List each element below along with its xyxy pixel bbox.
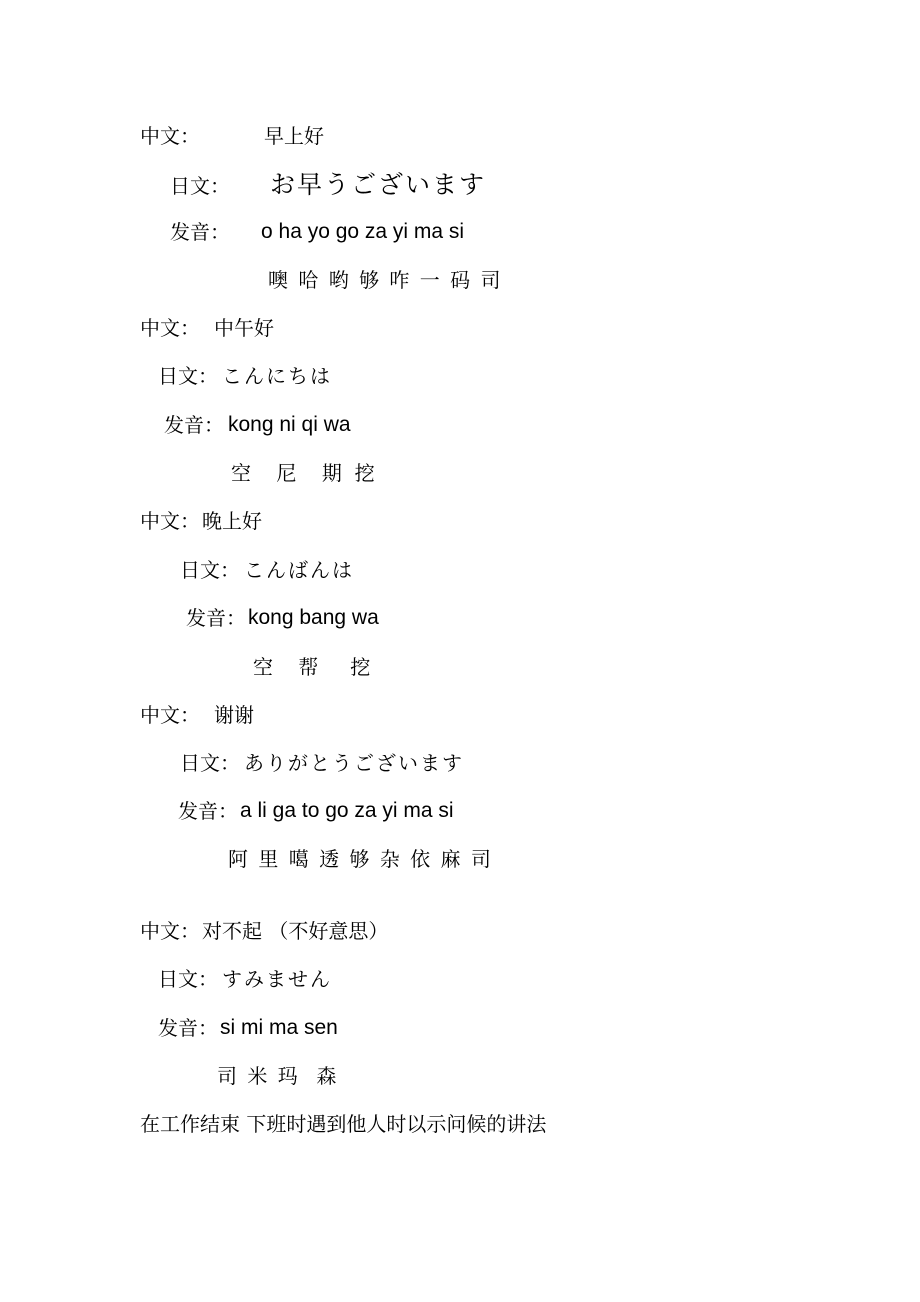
usage-note: 在工作结束 下班时遇到他人时以示问候的讲法: [140, 1112, 547, 1136]
romanization: o ha yo go za yi ma si: [261, 220, 465, 243]
japanese-label: 日文：: [180, 558, 240, 582]
japanese-phrase: こんにちは: [222, 364, 332, 388]
pronunciation-label: 发音：: [158, 1016, 218, 1040]
japanese-phrase: お早うございます: [270, 170, 487, 199]
japanese-phrase: すみません: [222, 967, 332, 991]
pronunciation-label: 发音：: [164, 413, 224, 437]
chinese-homophone: 噢 哈 哟 够 咋 一 码 司: [268, 268, 503, 292]
chinese-homophone: 空 帮 挖: [253, 655, 371, 679]
chinese-homophone: 阿 里 噶 透 够 杂 依 麻 司: [228, 847, 493, 871]
chinese-phrase: 中午好: [214, 316, 274, 340]
chinese-phrase: 对不起 （不好意思）: [202, 919, 389, 943]
chinese-homophone: 司 米 玛 森: [217, 1064, 339, 1088]
japanese-phrase: こんばんは: [244, 558, 354, 582]
japanese-label: 日文：: [158, 967, 218, 991]
chinese-label: 中文：: [140, 509, 200, 533]
pronunciation-label: 发音：: [170, 220, 230, 244]
romanization: kong bang wa: [248, 606, 379, 629]
romanization: si mi ma sen: [220, 1016, 338, 1039]
japanese-label: 日文：: [180, 751, 240, 775]
pronunciation-label: 发音：: [186, 606, 246, 630]
japanese-phrase: ありがとうございます: [244, 751, 464, 775]
japanese-label: 日文：: [158, 364, 218, 388]
pronunciation-label: 发音：: [178, 799, 238, 823]
chinese-homophone: 空 尼 期 挖: [231, 461, 375, 485]
chinese-phrase: 早上好: [264, 124, 324, 148]
chinese-phrase: 晚上好: [202, 509, 262, 533]
chinese-label: 中文：: [140, 919, 200, 943]
chinese-label: 中文：: [140, 703, 200, 727]
chinese-label: 中文：: [140, 316, 200, 340]
chinese-phrase: 谢谢: [214, 703, 254, 727]
romanization: kong ni qi wa: [228, 413, 351, 436]
japanese-label: 日文：: [170, 174, 230, 198]
romanization: a li ga to go za yi ma si: [240, 799, 454, 822]
chinese-label: 中文：: [140, 124, 200, 148]
